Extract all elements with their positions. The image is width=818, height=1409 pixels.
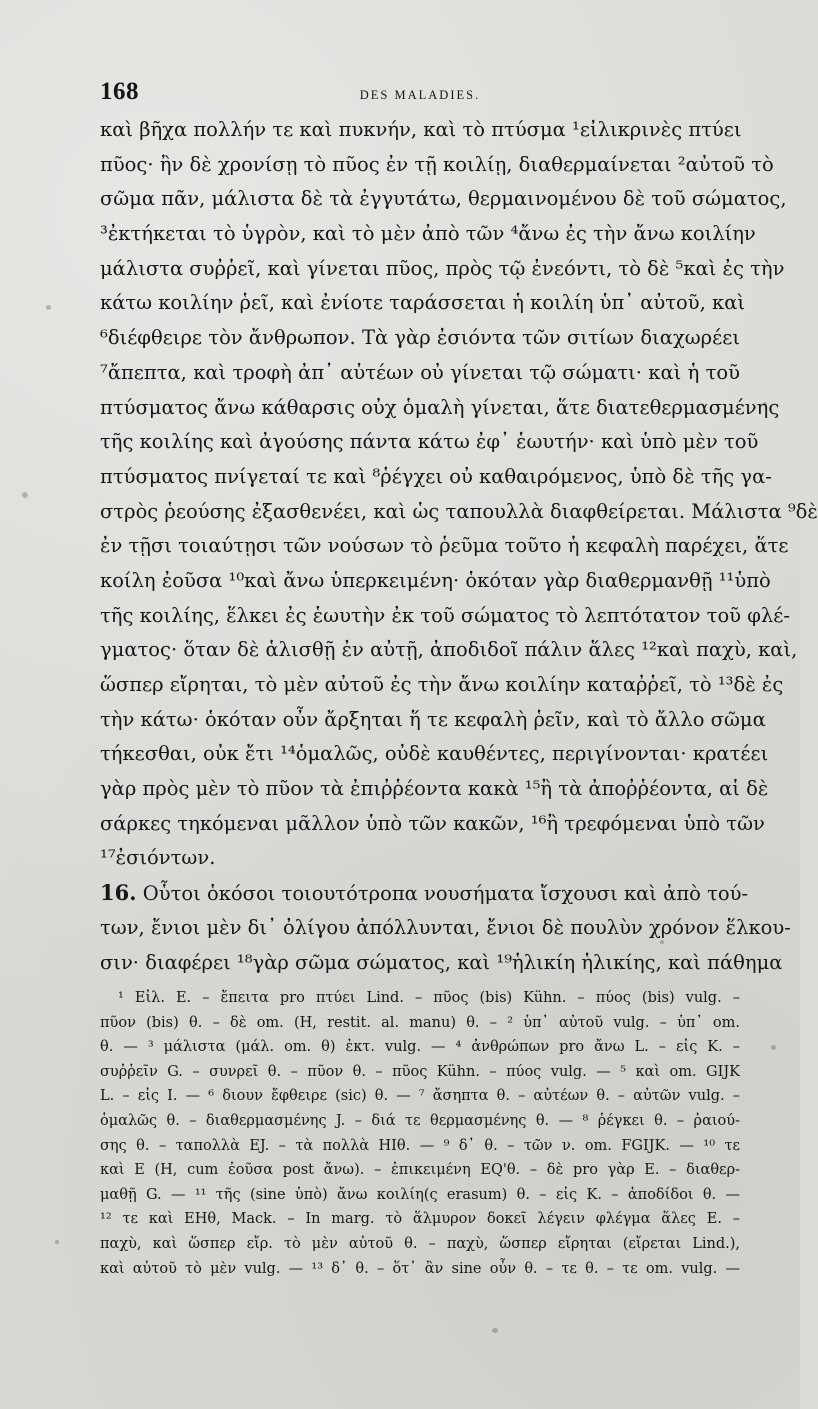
paper-speck	[46, 305, 51, 310]
footnote-line: ¹ Εἰλ. E. – ἔπειτα pro πτύει Lind. – πῦος (bis) Kühn. – πύος (bis) vulg. –	[118, 990, 740, 1006]
paper-speck	[55, 1240, 59, 1244]
text-line: ⁶διέφθειρε τὸν ἄνθρωπον. Τὰ γὰρ ἐσιόντα τῶν σιτίων διαχωρέει	[100, 326, 740, 350]
text-line: σιν· διαφέρει ¹⁸γὰρ σῶμα σώματος, καὶ ¹⁹ἡλικίη ἡλικίης, καὶ πάθημα	[100, 950, 783, 974]
paper-speck	[763, 402, 767, 406]
footnote-line: παχὺ, καὶ ὥσπερ εἴρ. τὸ μὲν αὐτοῦ θ. – παχὺ, ὥσπερ εἴρηται (εἴρεται Lind.),	[100, 1235, 740, 1252]
footnote-line: θ. — ³ μάλιστα (μάλ. om. θ) ἐκτ. vulg. — ⁴ ἀνθρώπων pro ἄνω L. – εἰς K. –	[100, 1039, 740, 1056]
footnote-line: καὶ αὐτοῦ τὸ μὲν vulg. — ¹³ δ᾽ θ. – ὅτ᾽ ἂν sine οὖν θ. – τε θ. – τε om. vulg. —	[100, 1260, 740, 1277]
text-line: σάρκες τηκόμεναι μᾶλλον ὑπὸ τῶν κακῶν, ¹⁶ἢ τρεφόμεναι ὑπὸ τῶν	[100, 811, 765, 835]
footnote-line: ¹² τε καὶ EHθ, Mack. – In marg. τὸ ἅλμυρον δοκεῖ λέγειν φλέγμα ἅλες E. –	[100, 1211, 740, 1228]
paper-speck	[180, 958, 183, 961]
text-line: ³ἐκτήκεται τὸ ὑγρὸν, καὶ τὸ μὲν ἀπὸ τῶν ⁴ἄνω ἐς τὴν ἄνω κοιλίην	[100, 222, 756, 246]
running-title: DES MALADIES.	[359, 88, 481, 102]
paper-speck	[771, 1045, 776, 1050]
footnotes	[100, 986, 740, 1281]
text-line: των, ἔνιοι μὲν δι᾽ ὀλίγου ἀπόλλυνται, ἔνιοι δὲ πουλὺν χρόνον ἕλκου-	[100, 915, 791, 939]
section-first-line	[100, 876, 749, 911]
section-number: 16.	[100, 880, 137, 906]
footnote-line: ὁμαλῶς θ. – διαθερμασμένης J. – διά τε θερμασμένης θ. — ⁸ ῥέγκει θ. – ῥαιού-	[100, 1112, 740, 1129]
text-line: γὰρ πρὸς μὲν τὸ πῦον τὰ ἐπιῤῥέοντα κακὰ ¹⁵ἢ τὰ ἀποῤῥέοντα, αἱ δὲ	[100, 777, 769, 801]
text-line: τῆς κοιλίης καὶ ἀγούσης πάντα κάτω ἐφ᾽ ἑωυτήν· καὶ ὑπὸ μὲν τοῦ	[100, 430, 759, 454]
text-line: σῶμα πᾶν, μάλιστα δὲ τὰ ἐγγυτάτω, θερμαινομένου δὲ τοῦ σώματος,	[100, 187, 787, 211]
text-line: πῦος· ἢν δὲ χρονίσῃ τὸ πῦος ἐν τῇ κοιλίῃ, διαθερμαίνεται ²αὐτοῦ τὸ	[100, 152, 774, 176]
section-line-text: Οὗτοι ὁκόσοι τοιουτότροπα νουσήματα ἴσχουσι καὶ ἀπὸ τού-	[142, 882, 749, 906]
footnote-line: συῤῥεῖν G. – συνρεῖ θ. – πῦον θ. – πῦος Kühn. – πύος vulg. — ⁵ καὶ om. GIJK	[100, 1063, 740, 1080]
text-line: τὴν κάτω· ὁκόταν οὖν ἄρξηται ἥ τε κεφαλὴ ῥεῖν, καὶ τὸ ἄλλο σῶμα	[100, 707, 766, 731]
text-line: στρὸς ῥεούσης ἐξασθενέει, καὶ ὡς ταπουλλὰ διαφθείρεται. Μάλιστα ⁹δὲ	[100, 499, 818, 523]
text-line: κοίλη ἐοῦσα ¹⁰καὶ ἄνω ὑπερκειμένη· ὁκόταν γὰρ διαθερμανθῇ ¹¹ὑπὸ	[100, 568, 771, 592]
text-line: καὶ βῆχα πολλήν τε καὶ πυκνήν, καὶ τὸ πτύσμα ¹εἰλικρινὲς πτύει	[100, 118, 742, 141]
text-line: μάλιστα συῤῥεῖ, καὶ γίνεται πῦος, πρὸς τῷ ἐνεόντι, τὸ δὲ ⁵καὶ ἐς τὴν	[100, 256, 785, 280]
text-line: γματος· ὅταν δὲ ἁλισθῇ ἐν αὐτῇ, ἀποδιδοῖ πάλιν ἅλες ¹²καὶ παχὺ, καὶ,	[100, 638, 798, 662]
text-line: ¹⁷ἐσιόντων.	[100, 846, 216, 870]
footnote-line: σης θ. – ταπολλὰ EJ. – τὰ πολλὰ HIθ. — ⁹ δ᾽ θ. – τῶν ν. om. FGIJK. — ¹⁰ τε	[100, 1137, 740, 1154]
footnote-line: μαθῇ G. — ¹¹ τῆς (sine ὑπὸ) ἄνω κοιλίη(ς erasum) θ. – εἰς K. – ἀποδίδοι θ. —	[100, 1186, 740, 1203]
text-line: κάτω κοιλίην ῥεῖ, καὶ ἐνίοτε ταράσσεται ἡ κοιλίη ὑπ᾽ αὐτοῦ, καὶ	[100, 291, 746, 315]
paper-speck	[660, 940, 664, 944]
footnote-line: καὶ E (H, cum ἐοῦσα post ἄνω). – ἐπικειμένη EQ'θ. – δὲ pro γὰρ E. – διαθερ-	[100, 1162, 740, 1179]
text-line: πτύσματος πνίγεταί τε καὶ ⁸ῥέγχει οὐ καθαιρόμενος, ὑπὸ δὲ τῆς γα-	[100, 464, 772, 488]
page-header	[100, 78, 740, 114]
paper-speck	[492, 1328, 498, 1333]
paper-speck	[22, 492, 28, 498]
text-line: ἐν τῇσι τοιαύτῃσι τῶν νούσων τὸ ῥεῦμα τοῦτο ἡ κεφαλὴ παρέχει, ἅτε	[100, 534, 789, 558]
text-line: πτύσματος ἄνω κάθαρσις οὐχ ὁμαλὴ γίνεται, ἅτε διατεθερμασμένης	[100, 395, 780, 419]
text-line: ὥσπερ εἴρηται, τὸ μὲν αὐτοῦ ἐς τὴν ἄνω κοιλίην καταῤῥεῖ, τὸ ¹³δὲ ἐς	[100, 673, 784, 696]
page-number: 168	[100, 78, 139, 105]
text-line: ⁷ἄπεπτα, καὶ τροφὴ ἀπ᾽ αὐτέων οὐ γίνεται τῷ σώματι· καὶ ἡ τοῦ	[100, 360, 740, 384]
text-line: τῆς κοιλίης, ἕλκει ἐς ἑωυτὴν ἐκ τοῦ σώματος τὸ λεπτότατον τοῦ φλέ-	[100, 603, 790, 627]
footnote-line: L. – εἰς I. — ⁶ διουν ἔφθειρε (sic) θ. — ⁷ ἄσηπτα θ. – αὐτέων θ. – αὐτῶν vulg. –	[100, 1088, 740, 1105]
footnote-line: πῦον (bis) θ. – δὲ om. (H, restit. al. manu) θ. – ² ὑπ᾽ αὐτοῦ vulg. – ὑπ᾽ om.	[100, 1014, 740, 1031]
text-line: τήκεσθαι, οὐκ ἔτι ¹⁴ὁμαλῶς, οὐδὲ καυθέντες, περιγίνονται· κρατέει	[100, 742, 769, 766]
main-text	[100, 113, 818, 980]
